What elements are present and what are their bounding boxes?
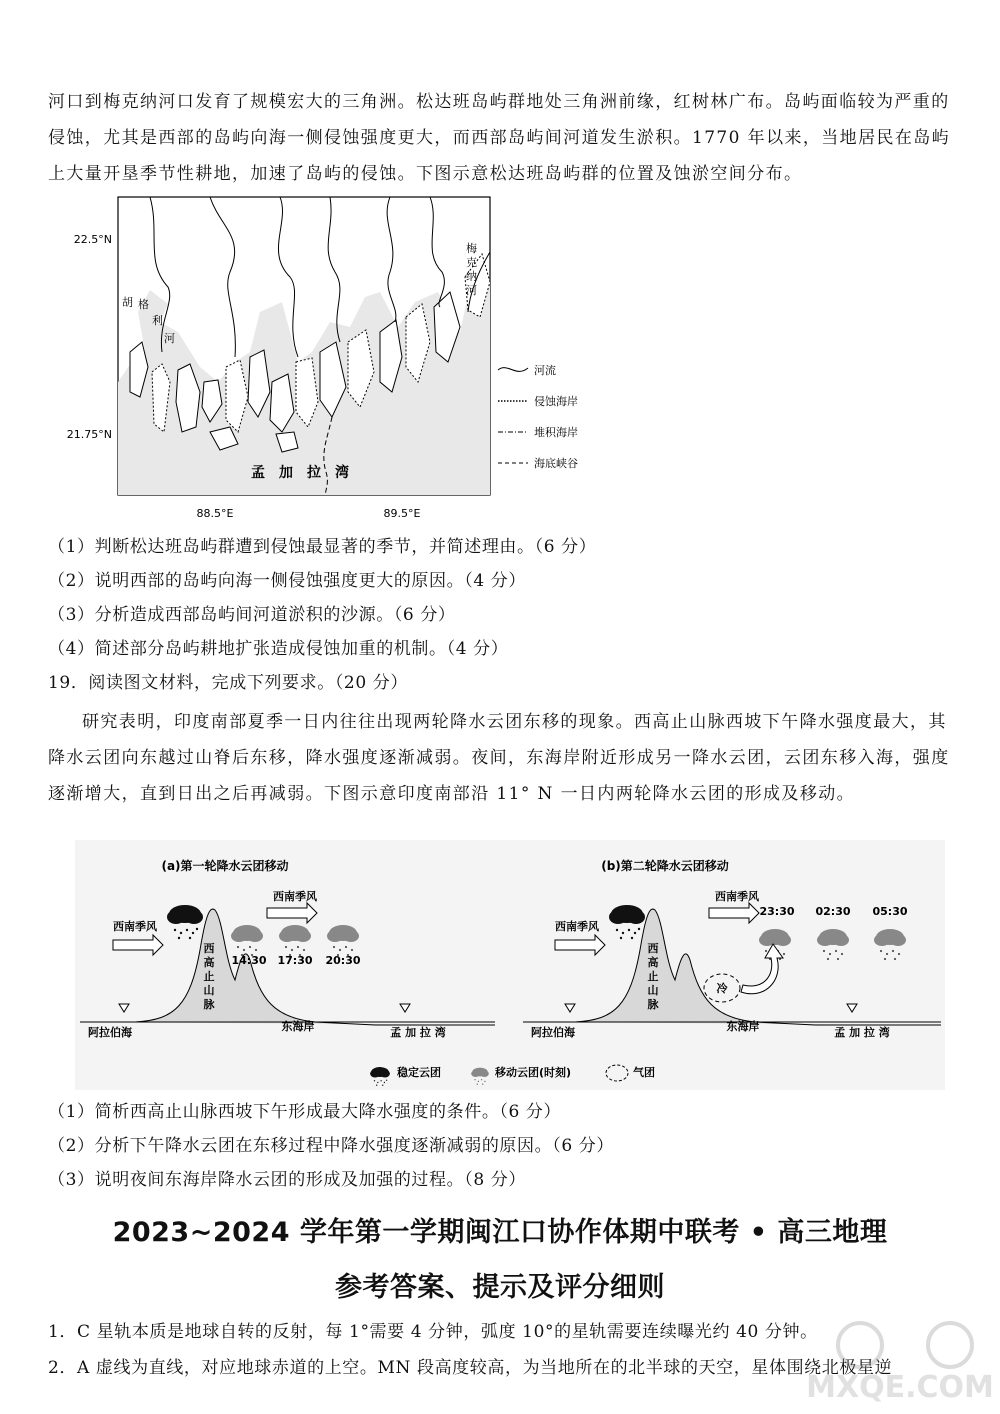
- monsoon-a2: 西南季风: [273, 890, 317, 903]
- wind-arrow-b2: [709, 903, 759, 923]
- arabian-sea-a: 阿拉伯海: [88, 1026, 132, 1039]
- q18-3: （3）分析造成西部岛屿间河道淤积的沙源。（6 分）: [48, 605, 456, 625]
- svg-text:脉: 脉: [647, 998, 659, 1011]
- panel-a: [80, 858, 495, 1039]
- svg-text:胡: 胡: [122, 296, 133, 309]
- svg-text:西: 西: [647, 942, 659, 955]
- q19-title: 19．阅读图文材料，完成下列要求。（20 分）: [48, 673, 408, 693]
- legend-airmass: 气团: [633, 1066, 655, 1079]
- moving-cloud-b2: [817, 929, 849, 960]
- svg-text:止: 止: [647, 970, 659, 983]
- lat-bottom-label: 21.75°N: [66, 428, 112, 441]
- svg-text:梅: 梅: [466, 242, 477, 255]
- mountain-label-a: [204, 941, 216, 1011]
- moving-cloud-b3: [874, 929, 906, 960]
- legend-canyon: 海底峡谷: [534, 457, 578, 470]
- q18-2: （2）说明西部的岛屿向海一侧侵蚀强度更大的原因。（4 分）: [48, 571, 526, 591]
- wind-arrow-a2: [267, 903, 317, 923]
- svg-text:河: 河: [164, 332, 175, 345]
- answer-title: 2023~2024 学年第一学期闽江口协作体期中联考 • 高三地理: [112, 1217, 888, 1248]
- cloud-legend: [370, 1065, 655, 1086]
- lat-top-label: 22.5°N: [73, 233, 112, 246]
- legend-erosion: 侵蚀海岸: [534, 395, 578, 408]
- panel-b-title: (b)第二轮降水云团移动: [601, 859, 729, 873]
- svg-text:止: 止: [203, 970, 215, 983]
- q19-paragraph: 研究表明，印度南部夏季一日内往往出现两轮降水云团东移的现象。西高止山脉西坡下午降水强度最大，其降水云团向东越过山脊后东移，降水强度逐渐减弱。夜间，东海岸附近形成另一降水云团，云团东移入海，强度逐渐增大，直到日出之后再减弱。下图示意印度南部沿 11° N 一日内两轮降水云团的形成及移动。: [48, 712, 950, 804]
- svg-text:克: 克: [466, 256, 477, 269]
- q18-1: （1）判断松达班岛屿群遭到侵蚀最显著的季节，并简述理由。（6 分）: [48, 537, 597, 557]
- svg-text:脉: 脉: [203, 998, 215, 1011]
- east-coast-a: 东海岸: [281, 1020, 315, 1033]
- panel-b: [523, 858, 941, 1039]
- cloud-diagram: [75, 840, 945, 1090]
- svg-text:河: 河: [466, 284, 477, 297]
- mountain-label-b: [648, 941, 660, 1011]
- svg-text:山: 山: [647, 984, 659, 997]
- lon-left-label: 88.5°E: [196, 507, 234, 520]
- monsoon-b1: 西南季风: [555, 920, 599, 933]
- intro-paragraph: 河口到梅克纳河口发育了规模宏大的三角洲。松达班岛屿群地处三角洲前缘，红树林广布。岛屿面临较为严重的侵蚀，尤其是西部的岛屿向海一侧侵蚀强度更大，而西部岛屿间河道发生淤积。1770 年以来，当地居民在岛屿上大量开垦季节性耕地，加速了岛屿的侵蚀。下图示意松达班岛屿群的位置及蚀淤空间分布。: [48, 92, 951, 184]
- wind-arrow-a1: [113, 935, 163, 955]
- legend-deposition: 堆积海岸: [534, 426, 578, 439]
- q19-1: （1）简析西高止山脉西坡下午形成最大降水强度的条件。（6 分）: [48, 1102, 562, 1122]
- answer-1: 1．C 星轨本质是地球自转的反射，每 1°需要 4 分钟，弧度 10°的星轨需要连续曝光约 40 分钟。: [48, 1322, 818, 1342]
- bay-b: 孟 加 拉 湾: [834, 1026, 890, 1039]
- legend-moving: 移动云团(时刻): [495, 1066, 572, 1079]
- time-a2: 17:30: [277, 954, 313, 967]
- rising-arrow: [741, 944, 783, 994]
- answer-2: 2．A 虚线为直线，对应地球赤道的上空。MN 段高度较高，为当地所在的北半球的天空，星体围绕北极星逆: [48, 1358, 893, 1378]
- time-b3: 05:30: [872, 905, 908, 918]
- moving-cloud-a2: [279, 925, 311, 956]
- time-b2: 02:30: [815, 905, 851, 918]
- legend-stable: 稳定云团: [397, 1066, 441, 1079]
- time-b1: 23:30: [759, 905, 795, 918]
- map-svg: [50, 192, 595, 522]
- svg-text:利: 利: [152, 314, 163, 327]
- watermark-text: MXQE.COM: [806, 1370, 994, 1405]
- moving-cloud-a3: [327, 925, 359, 956]
- arabian-sea-b: 阿拉伯海: [531, 1026, 575, 1039]
- monsoon-b2: 西南季风: [715, 890, 759, 903]
- cold-label: 冷: [716, 982, 728, 995]
- cloud-svg: [75, 840, 945, 1090]
- q19-2: （2）分析下午降水云团在东移过程中降水强度逐渐减弱的原因。（6 分）: [48, 1136, 614, 1156]
- time-a3: 20:30: [325, 954, 361, 967]
- time-a1: 14:30: [231, 954, 267, 967]
- stable-cloud-a: [167, 905, 203, 939]
- svg-text:山: 山: [203, 984, 215, 997]
- watermark-logo: [800, 1315, 1000, 1410]
- q18-4: （4）简述部分岛屿耕地扩张造成侵蚀加重的机制。（4 分）: [48, 639, 509, 659]
- moving-cloud-a1: [231, 925, 263, 956]
- bay-label: 孟 加 拉 湾: [251, 465, 349, 481]
- svg-text:纳: 纳: [466, 270, 477, 283]
- svg-text:格: 格: [138, 298, 149, 311]
- stable-cloud-b: [609, 905, 645, 939]
- svg-text:高: 高: [647, 956, 659, 969]
- svg-text:西: 西: [203, 942, 215, 955]
- east-coast-b: 东海岸: [726, 1020, 760, 1033]
- sundarbans-map: [50, 192, 595, 522]
- bay-a: 孟 加 拉 湾: [390, 1026, 446, 1039]
- legend-river: 河流: [534, 364, 556, 377]
- wind-arrow-b1: [555, 935, 605, 955]
- monsoon-a1: 西南季风: [113, 920, 157, 933]
- lon-right-label: 89.5°E: [383, 507, 421, 520]
- map-legend: [498, 363, 578, 470]
- svg-text:高: 高: [203, 956, 215, 969]
- q19-3: （3）说明夜间东海岸降水云团的形成及加强的过程。（8 分）: [48, 1170, 526, 1190]
- panel-a-title: (a)第一轮降水云团移动: [161, 859, 289, 873]
- answer-subtitle: 参考答案、提示及评分细则: [335, 1272, 665, 1303]
